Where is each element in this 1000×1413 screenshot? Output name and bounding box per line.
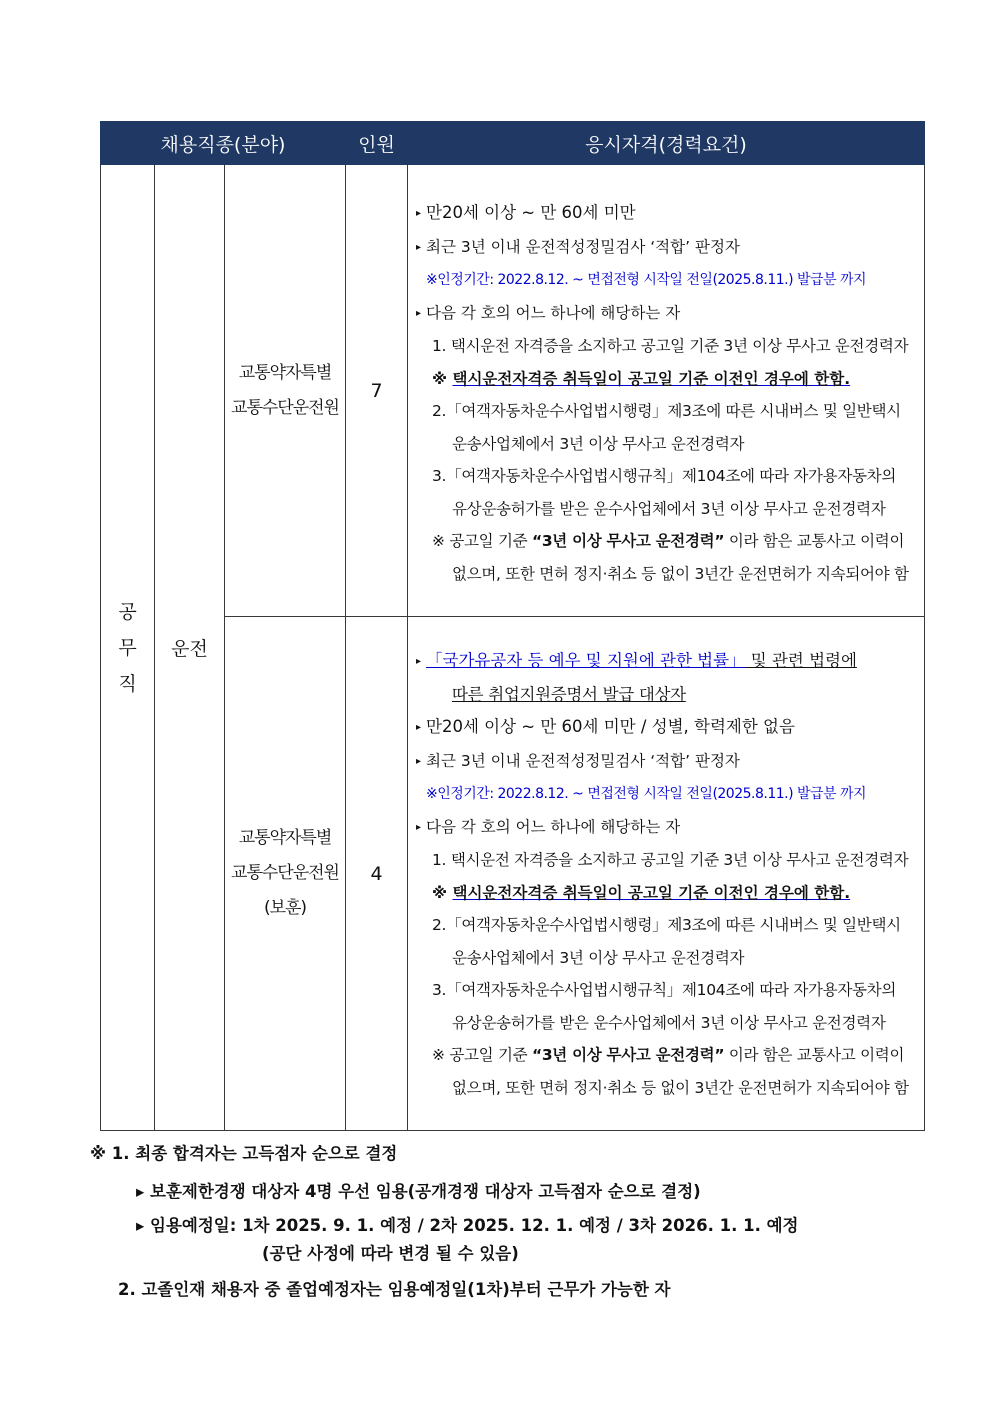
law-post: 및 관련 법령에: [745, 651, 857, 670]
req-item-2-cont: 운송사업체에서 3년 이상 무사고 운전경력자: [452, 434, 745, 453]
req-age: ▸ 만20세 이상 ~ 만 60세 미만 / 성별, 학력제한 없음: [416, 711, 920, 745]
category-cell: [101, 165, 155, 1131]
table-row: [101, 165, 925, 617]
table-header-row: [101, 122, 925, 165]
table-row: [101, 617, 925, 1131]
position-line: (보훈): [263, 898, 307, 918]
position-line: 교통약자특별: [238, 828, 332, 848]
note-post: 이라 함은 교통사고 이력이: [724, 1046, 905, 1064]
count-cell: 7: [346, 165, 408, 617]
recruitment-table: [100, 121, 925, 1131]
req-item-2: 2.「여객자동차운수사업법시행령」제3조에 따른 시내버스 및 일반택시: [432, 402, 901, 420]
req-law: [416, 645, 920, 679]
req-note-definition-cont: 없으며, 또한 면허 정지·취소 등 없이 3년간 운전면허가 지속되어야 함: [452, 1078, 909, 1097]
req-item-3: 3.「여객자동차운수사업법시행규칙」제104조에 따라 자가용자동차의: [432, 981, 897, 999]
note-text: 택시운전자격증 취득일이 공고일 기준 이전인 경우에 한함.: [452, 883, 851, 902]
req-note-definition: [416, 1039, 920, 1072]
position-cell: [225, 617, 346, 1131]
req-any: ▸ 다음 각 호의 어느 하나에 해당하는 자: [416, 297, 920, 331]
qualification-cell: [408, 165, 925, 617]
position-line: 교통약자특별: [238, 362, 332, 383]
category-char: 무: [118, 636, 137, 659]
footnote-2: 2. 고졸인재 채용자 중 졸업예정자는 임용예정일(1차)부터 근무가 가능한 자: [118, 1280, 671, 1299]
note-bold: “3년 이상 무사고 운전경력”: [531, 532, 725, 550]
req-law-cont: 따른 취업지원증명서 발급 대상자: [452, 684, 686, 704]
req-aptitude: ▸ 최근 3년 이내 운전적성정밀검사 ‘적합’ 판정자: [416, 745, 920, 779]
note-mark: ※: [432, 369, 448, 388]
req-note-definition-cont: 없으며, 또한 면허 정지·취소 등 없이 3년간 운전면허가 지속되어야 함: [452, 564, 909, 583]
note-pre: ※ 공고일 기준: [432, 532, 532, 550]
req-age: ▸ 만20세 이상 ~ 만 60세 미만: [416, 197, 920, 231]
field-cell: 운전: [155, 165, 225, 1131]
position-cell: [225, 165, 346, 617]
note-post: 이라 함은 교통사고 이력이: [724, 532, 905, 550]
req-validity: ※인정기간: 2022.8.12. ~ 면접전형 시작일 전일(2025.8.11.) 발급분 까지: [426, 786, 867, 802]
req-item-3-cont: 유상운송허가를 받은 운수사업체에서 3년 이상 무사고 운전경력자: [452, 1013, 886, 1032]
req-any: ▸ 다음 각 호의 어느 하나에 해당하는 자: [416, 811, 920, 845]
req-aptitude: ▸ 최근 3년 이내 운전적성정밀검사 ‘적합’ 판정자: [416, 231, 920, 265]
law-link[interactable]: 「국가유공자 등 예우 및 지원에 관한 법률」: [426, 651, 746, 670]
note-pre: ※ 공고일 기준: [432, 1046, 532, 1064]
req-note-definition: [416, 525, 920, 558]
req-note-license: [416, 877, 920, 910]
req-item-3-cont: 유상운송허가를 받은 운수사업체에서 3년 이상 무사고 운전경력자: [452, 499, 886, 518]
req-item-2-cont: 운송사업체에서 3년 이상 무사고 운전경력자: [452, 948, 745, 967]
footnote-1c: (공단 사정에 따라 변경 될 수 있음): [262, 1244, 519, 1263]
header-count: 인원: [346, 122, 408, 165]
category-char: 직: [118, 672, 137, 695]
req-item-1: 1. 택시운전 자격증을 소지하고 공고일 기준 3년 이상 무사고 운전경력자: [432, 337, 909, 355]
category-char: 공: [118, 600, 137, 623]
req-item-1: 1. 택시운전 자격증을 소지하고 공고일 기준 3년 이상 무사고 운전경력자: [432, 851, 909, 869]
req-validity: ※인정기간: 2022.8.12. ~ 면접전형 시작일 전일(2025.8.11.) 발급분 까지: [426, 272, 867, 288]
req-note-license: [416, 363, 920, 396]
footnote-1a: ▸ 보훈제한경쟁 대상자 4명 우선 임용(공개경쟁 대상자 고득점자 순으로 결정): [136, 1182, 701, 1201]
req-item-2: 2.「여객자동차운수사업법시행령」제3조에 따른 시내버스 및 일반택시: [432, 916, 901, 934]
qualification-cell: [408, 617, 925, 1131]
position-line: 교통수단운전원: [231, 863, 339, 883]
count-cell: 4: [346, 617, 408, 1131]
footnote-1: ※ 1. 최종 합격자는 고득점자 순으로 결정: [90, 1144, 398, 1163]
header-qualification: 응시자격(경력요건): [408, 122, 925, 165]
note-mark: ※: [432, 883, 448, 902]
footnote-1b: ▸ 임용예정일: 1차 2025. 9. 1. 예정 / 2차 2025. 12. 1. 예정 / 3차 2026. 1. 1. 예정: [136, 1216, 799, 1235]
header-field: 채용직종(분야): [101, 122, 346, 165]
note-text: 택시운전자격증 취득일이 공고일 기준 이전인 경우에 한함.: [452, 369, 851, 388]
position-line: 교통수단운전원: [231, 397, 339, 418]
note-bold: “3년 이상 무사고 운전경력”: [531, 1046, 725, 1064]
req-item-3: 3.「여객자동차운수사업법시행규칙」제104조에 따라 자가용자동차의: [432, 467, 897, 485]
